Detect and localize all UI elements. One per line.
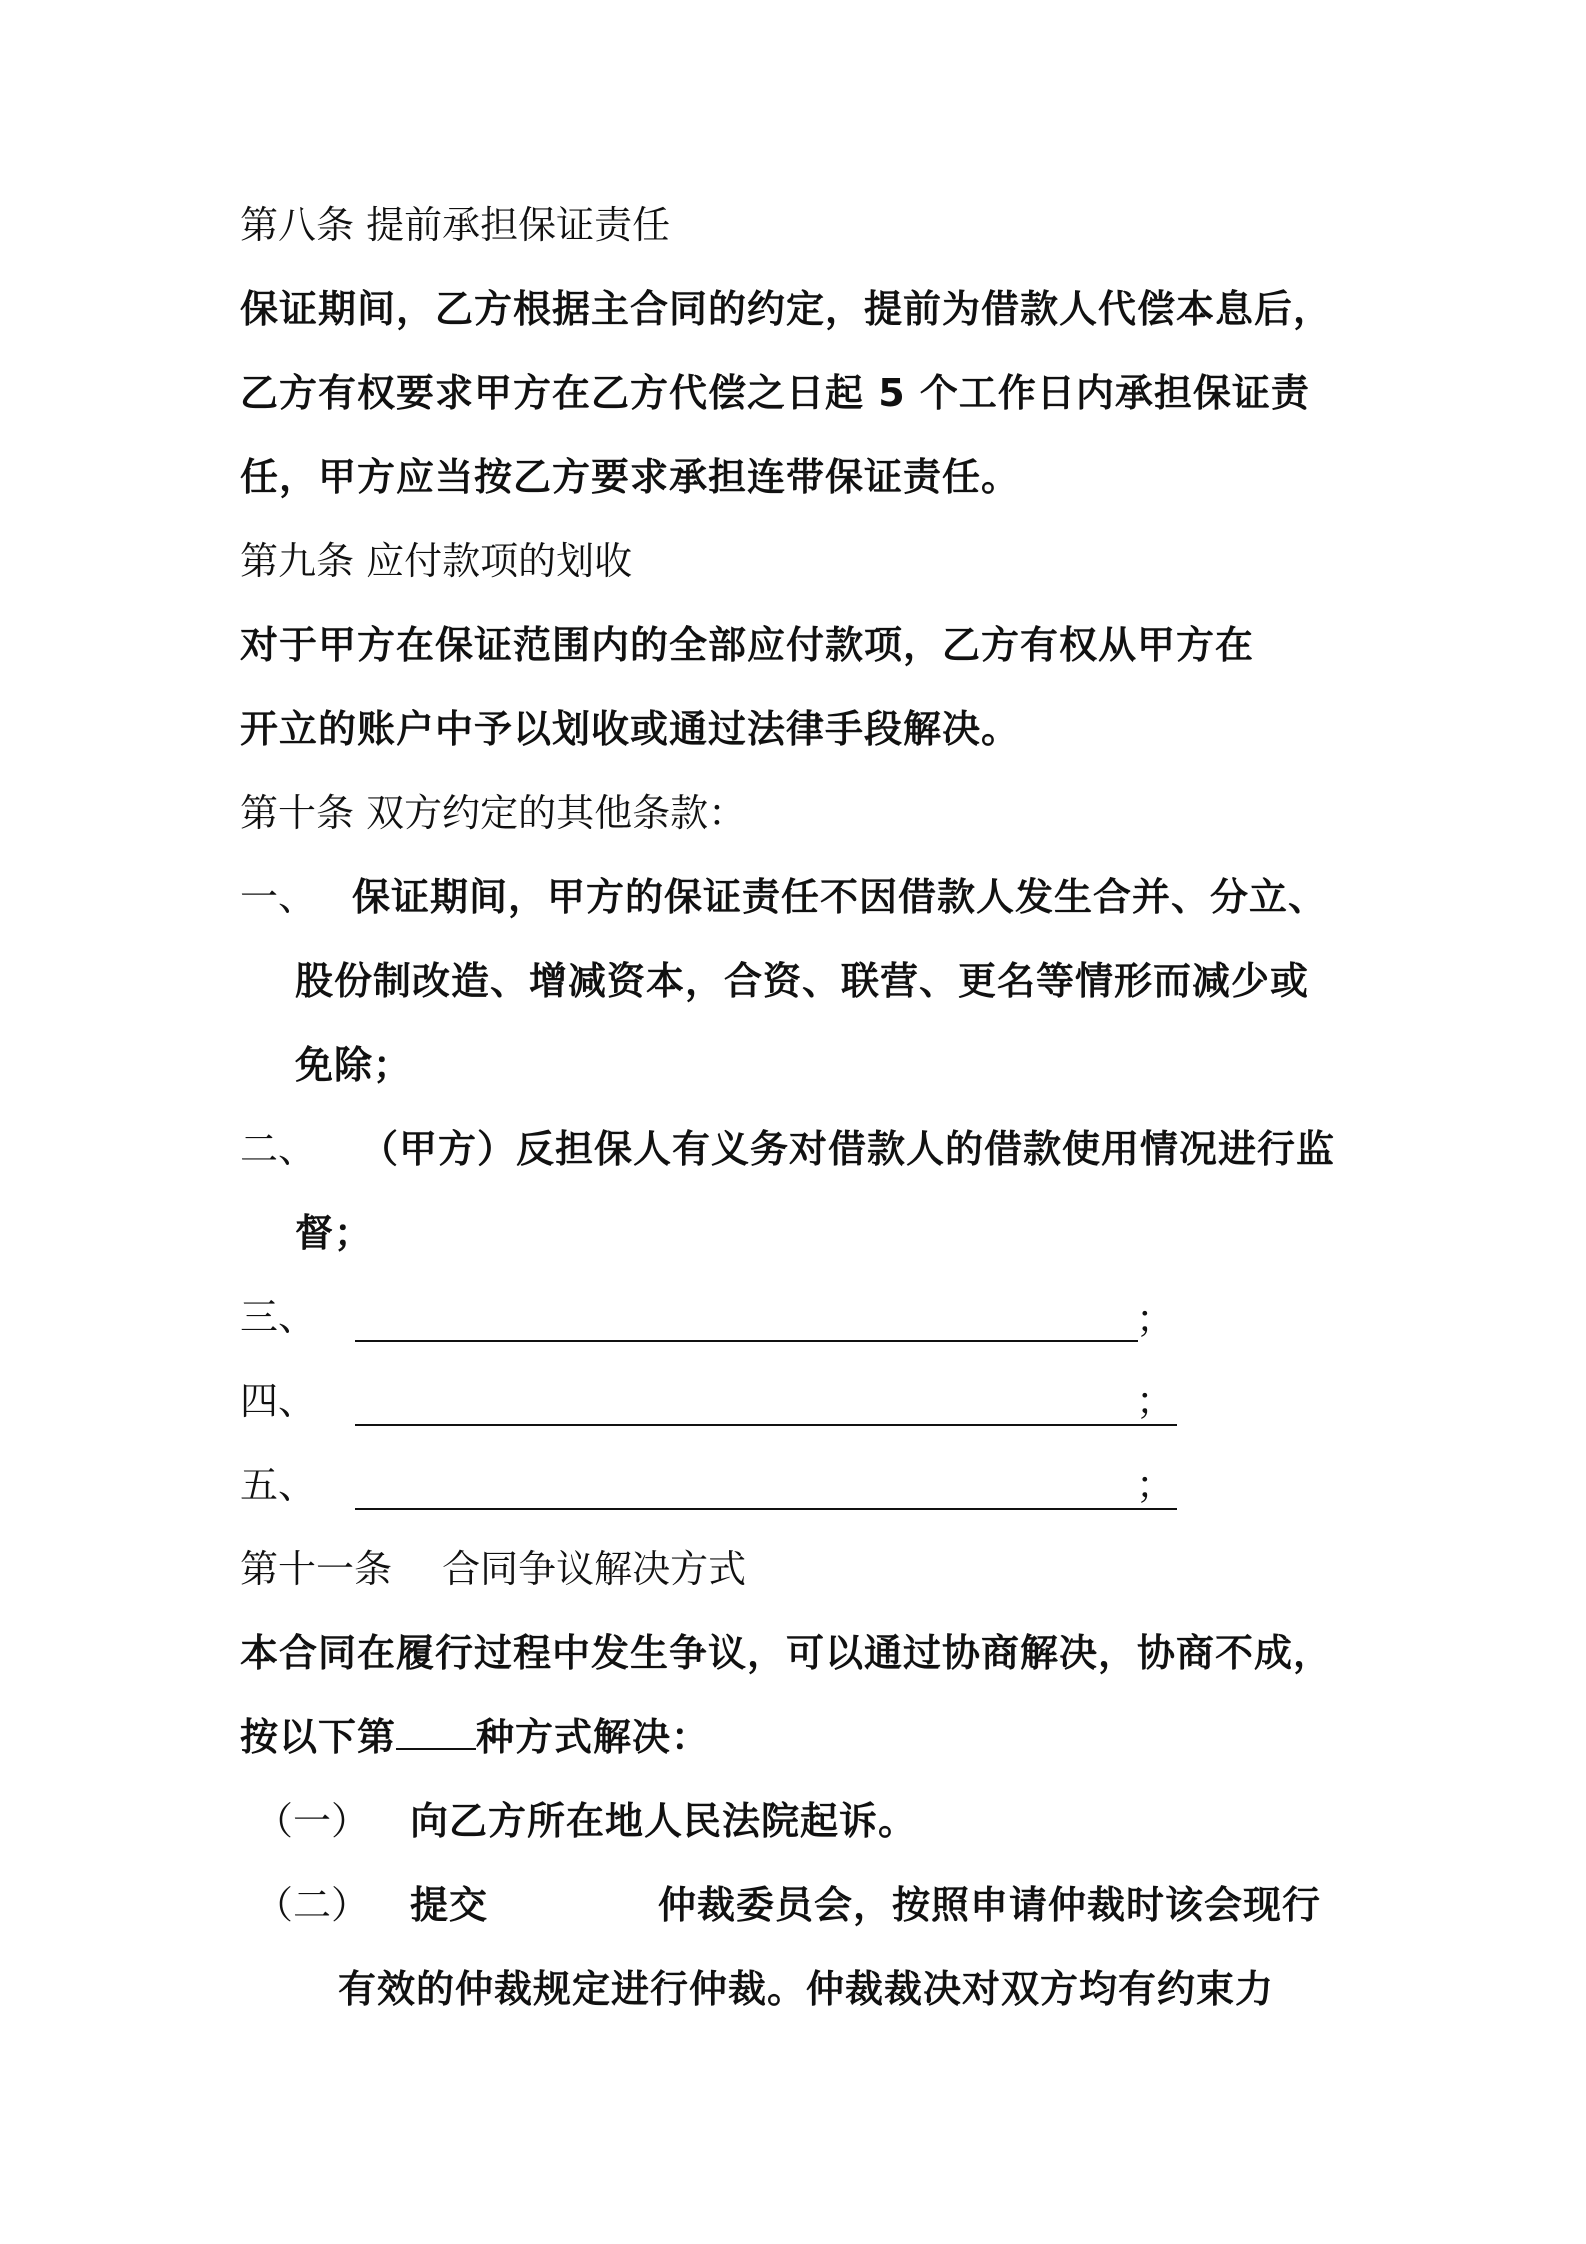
option-2-text-after: 仲裁委员会，按照申请仲裁时该会现行: [658, 1883, 1322, 1927]
dispute-method-blank[interactable]: [396, 1712, 476, 1750]
article-10-heading: 第十条 双方约定的其他条款：: [240, 791, 747, 835]
item-2-marker: 二、: [240, 1127, 317, 1171]
article-8-heading: 第八条 提前承担保证责任: [240, 203, 671, 247]
article-8-line-2: 乙方有权要求甲方在乙方代偿之日起 5 个工作日内承担保证责: [240, 371, 1310, 415]
article-11-line-2-after: 种方式解决：: [476, 1715, 711, 1759]
item-1-line-1: 保证期间，甲方的保证责任不因借款人发生合并、分立、: [352, 875, 1328, 919]
article-9-line-2: 开立的账户中予以划收或通过法律手段解决。: [240, 707, 1021, 751]
article-9-line-1: 对于甲方在保证范围内的全部应付款项，乙方有权从甲方在: [240, 623, 1255, 667]
article-11-line-2-before: 按以下第: [240, 1715, 397, 1759]
item-3-marker: 三、: [240, 1295, 317, 1339]
item-3-blank-line[interactable]: [355, 1340, 1138, 1342]
item-4-marker: 四、: [240, 1379, 317, 1423]
article-9-heading: 第九条 应付款项的划收: [240, 539, 633, 583]
article-8-line-1: 保证期间，乙方根据主合同的约定，提前为借款人代偿本息后，: [240, 287, 1333, 331]
article-11-line-2: [240, 1712, 710, 1762]
item-4-semicolon: ；: [1136, 1379, 1175, 1423]
item-5-blank-line[interactable]: [355, 1508, 1177, 1510]
item-5-marker: 五、: [240, 1463, 317, 1507]
item-1-line-2: 股份制改造、增减资本，合资、联营、更名等情形而减少或: [295, 959, 1310, 1003]
item-3-semicolon: ；: [1136, 1297, 1175, 1341]
option-2-text-before: 提交: [410, 1883, 489, 1927]
option-2-marker: （二）: [255, 1883, 370, 1927]
item-1-line-3: 免除；: [295, 1043, 413, 1087]
item-4-blank-line[interactable]: [355, 1424, 1177, 1426]
option-1-text: 向乙方所在地人民法院起诉。: [410, 1799, 918, 1843]
option-1-marker: （一）: [255, 1799, 370, 1843]
item-5-semicolon: ；: [1136, 1463, 1175, 1507]
item-1-marker: 一、: [240, 875, 317, 919]
item-2-line-2: 督；: [295, 1211, 374, 1255]
article-8-line-3: 任，甲方应当按乙方要求承担连带保证责任。: [240, 455, 1021, 499]
article-11-line-1: 本合同在履行过程中发生争议，可以通过协商解决，协商不成，: [240, 1631, 1333, 1675]
item-2-line-1: （甲方）反担保人有义务对借款人的借款使用情况进行监: [360, 1127, 1336, 1171]
article-11-heading: 第十一条 合同争议解决方式: [240, 1547, 747, 1591]
option-2-text: [410, 1880, 1321, 1930]
option-2-continuation: 有效的仲裁规定进行仲裁。仲裁裁决对双方均有约束力: [338, 1967, 1275, 2011]
